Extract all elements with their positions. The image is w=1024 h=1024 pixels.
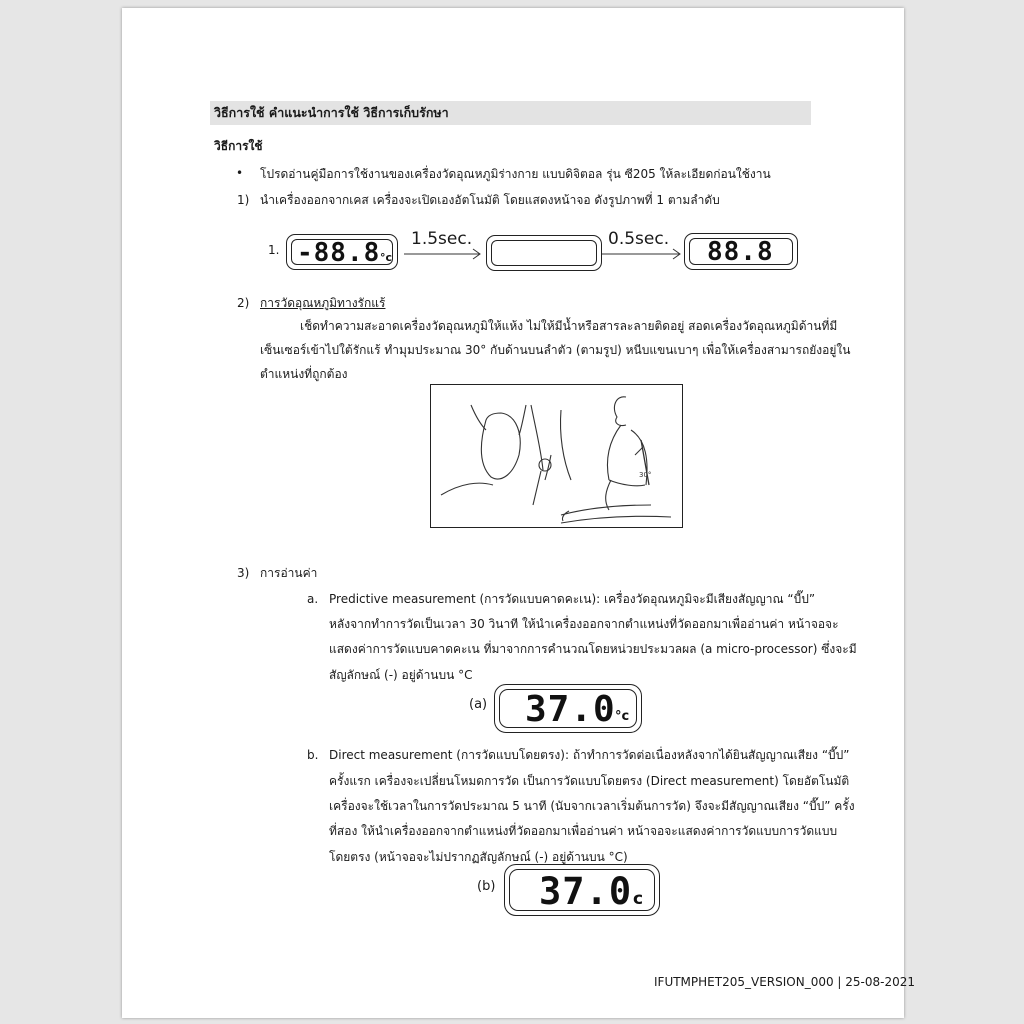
arrow2-label: 0.5sec. — [608, 229, 670, 249]
arrow1-label: 1.5sec. — [411, 229, 473, 249]
step3b-line1: Direct measurement (การวัดแบบโดยตรง): ถ้าทำการวัดต่อเนื่องหลังจากได้ยินสัญญาณเสียง “บี๊ป” — [329, 748, 850, 762]
step3a-line4: สัญลักษณ์ (-) อยู่ด้านบน °C — [329, 668, 473, 682]
arrow-right-icon — [602, 248, 684, 260]
axillary-measurement-illustration — [430, 384, 683, 528]
arrow-right-icon — [404, 248, 484, 260]
lcd-predictive-digits: 37.0 — [525, 689, 616, 730]
bullet-icon: • — [236, 166, 244, 180]
step3-number: 3) — [237, 566, 250, 580]
celsius-symbol: c — [633, 889, 644, 909]
step2-line1: เช็ดทำความสะอาดเครื่องวัดอุณหภูมิให้แห้ง ไม่ให้มีน้ำหรือสารละลายติดอยู่ สอดเครื่องวัดอุณหภูมิด้านที่มี — [300, 319, 838, 333]
step1-number: 1) — [237, 193, 250, 207]
document-footer: IFUTMPHET205_VERSION_000 | 25-08-2021 — [654, 975, 916, 989]
angle-label: 30° — [639, 471, 652, 479]
lcd-startup-digits: -88.8 — [297, 238, 381, 268]
step3b-line2: ครั้งแรก เครื่องจะเปลี่ยนโหมดการวัด เป็นการวัดแบบโดยตรง (Direct measurement) โดยอัตโนมัติ — [329, 774, 850, 788]
step3a-letter: a. — [307, 592, 319, 606]
celsius-symbol: °c — [380, 251, 393, 264]
lcd-display-direct — [504, 864, 660, 916]
celsius-symbol: °c — [615, 709, 630, 724]
lcd-ready-digits: 88.8 — [707, 237, 774, 267]
lcd-display-blank — [486, 235, 602, 271]
step3-title: การอ่านค่า — [260, 566, 318, 580]
lcd-display-ready — [684, 233, 798, 270]
step1-text: นำเครื่องออกจากเคส เครื่องจะเปิดเองอัตโนมัติ โดยแสดงหน้าจอ ดังรูปภาพที่ 1 ตามลำดับ — [260, 193, 720, 207]
lcd-display-predictive — [494, 684, 642, 733]
intro-text: โปรดอ่านคู่มือการใช้งานของเครื่องวัดอุณหภูมิร่างกาย แบบดิจิตอล รุ่น ซี205 ให้ละเอียดก่อนใช้งาน — [260, 167, 771, 181]
header-title: วิธีการใช้ คำแนะนำการใช้ วิธีการเก็บรักษา — [214, 105, 449, 120]
step3a-line3: แสดงค่าการวัดแบบคาดคะเน ที่มาจากการคำนวณโดยหน่วยประมวลผล (a micro-processor) ซึ่งจะมี — [329, 642, 857, 656]
step2-title: การวัดอุณหภูมิทางรักแร้ — [260, 296, 386, 310]
document-page — [122, 8, 916, 1018]
step2-number: 2) — [237, 296, 250, 310]
figure1-label: 1. — [268, 243, 280, 257]
figure-b-label: (b) — [477, 879, 496, 894]
step3a-line2: หลังจากทำการวัดเป็นเวลา 30 วินาที ให้นำเครื่องออกจากตำแหน่งที่วัดออกมาเพื่ออ่านค่า หน้าจอจะ — [329, 617, 839, 631]
step2-line3: ตำแหน่งที่ถูกต้อง — [260, 367, 348, 381]
lcd-display-startup — [286, 234, 398, 270]
step3b-line4: ที่สอง ให้นำเครื่องออกจากตำแหน่งที่วัดออกมาเพื่ออ่านค่า หน้าจอจะแสดงค่าการวัดแบบการวัดแบบ — [329, 824, 838, 838]
person-with-thermometer-image — [431, 385, 682, 527]
lcd-inner-frame — [491, 240, 597, 266]
step3a-line1: Predictive measurement (การวัดแบบคาดคะเน): เครื่องวัดอุณหภูมิจะมีเสียงสัญญาณ “บี๊ป” — [329, 592, 816, 606]
section-title: วิธีการใช้ — [214, 139, 263, 153]
lcd-direct-digits: 37.0 — [539, 870, 633, 913]
figure-a-label: (a) — [469, 697, 488, 712]
step3b-letter: b. — [307, 748, 319, 762]
step2-line2: เซ็นเซอร์เข้าไปใต้รักแร้ ทำมุมประมาณ 30° กับด้านบนลำตัว (ตามรูป) หนีบแขนเบาๆ เพื่อให้เครื่องสามารถยังอยู่ใน — [260, 343, 851, 357]
step3b-line3: เครื่องจะใช้เวลาในการวัดประมาณ 5 นาที (นับจากเวลาเริ่มต้นการวัด) จึงจะมีสัญญาณเสียง “บี๊ป” ครั้ง — [329, 799, 855, 813]
step3b-line5: โดยตรง (หน้าจอจะไม่ปรากฏสัญลักษณ์ (-) อยู่ด้านบน °C) — [329, 850, 628, 864]
